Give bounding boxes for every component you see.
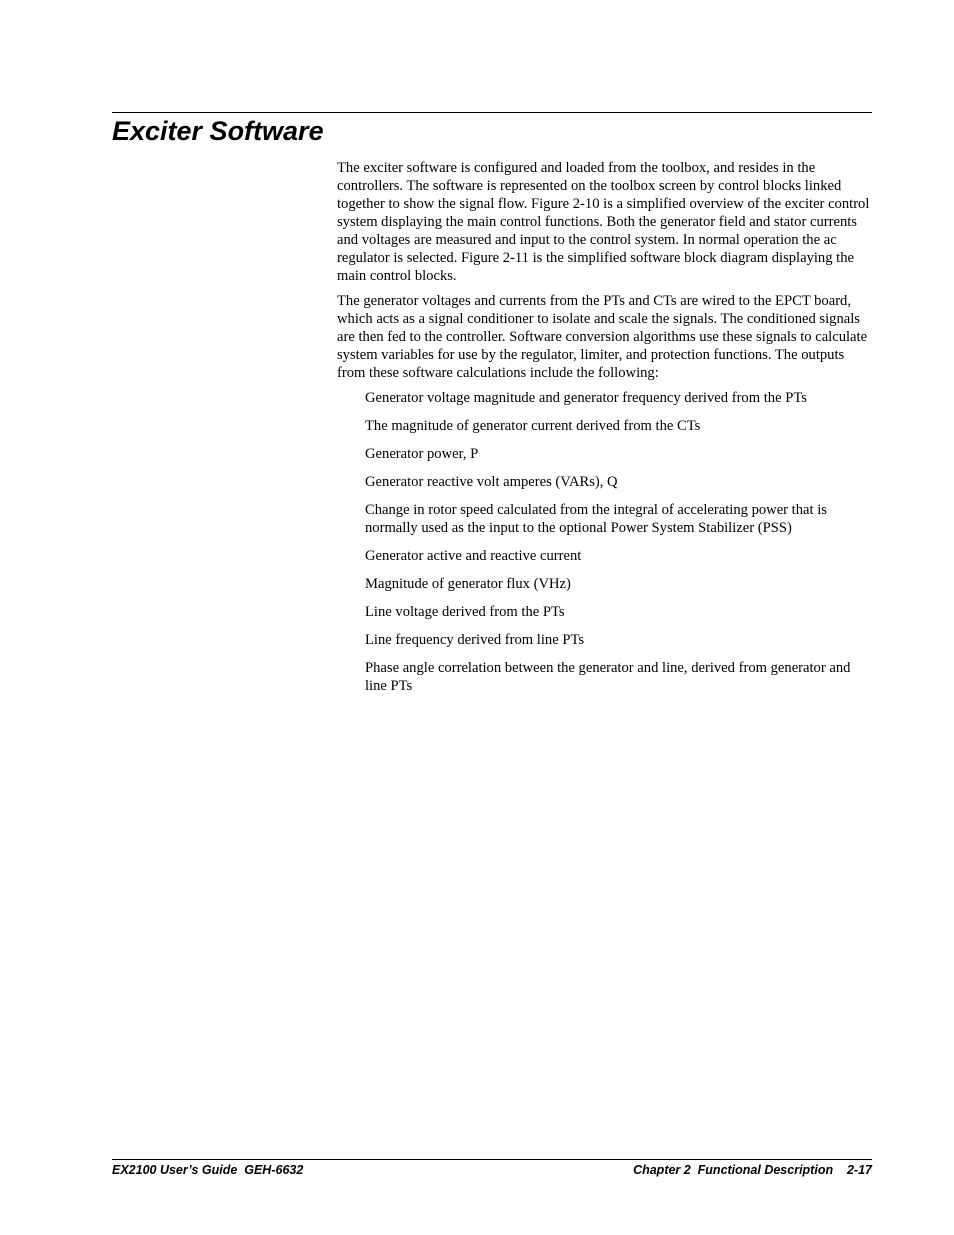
list-item: Magnitude of generator flux (VHz) [365,576,571,592]
list-item: Generator voltage magnitude and generator frequency derived from the PTs [365,390,807,406]
footer-chapter-page: Chapter 2 Functional Description 2-17 [633,1163,872,1177]
outputs-list [337,389,872,695]
list-item: Generator power, P [365,446,479,462]
list-item: Change in rotor speed calculated from the integral of accelerating power that is normally used as the input to the optional Power System Stabilizer (PSS) [365,502,827,536]
list-item: The magnitude of generator current derived from the CTs [365,418,701,434]
body-column [337,159,872,705]
footer-rule [112,1159,872,1160]
list-item: Generator active and reactive current [365,548,582,564]
list-item: Line voltage derived from the PTs [365,604,565,620]
section-title: Exciter Software [112,116,324,146]
list-item: Phase angle correlation between the generator and line, derived from generator and line PTs [365,660,851,694]
footer-document-title: EX2100 User’s Guide GEH-6632 [112,1163,304,1177]
header-rule [112,112,872,113]
list-item: Line frequency derived from line PTs [365,632,585,648]
list-item: Generator reactive volt amperes (VARs), Q [365,474,618,490]
body-paragraph: The generator voltages and currents from the PTs and CTs are wired to the EPCT board, which acts as a signal conditioner to isolate and scale the signals. The conditioned signals are then fed to the controller. Software conversion algorithms use these signals to calculate system variables for use by the regulator, limiter, and protection functions. The outputs from these software calculations include the following: [337,293,868,381]
body-paragraph: The exciter software is configured and loaded from the toolbox, and resides in the controllers. The software is represented on the toolbox screen by control blocks linked together to show the signal flow. Figure 2-10 is a simplified overview of the exciter control system displaying the main control functions. Both the generator field and stator currents and voltages are measured and input to the control system. In normal operation the ac regulator is selected. Figure 2-11 is the simplified software block diagram displaying the main control blocks. [337,160,870,284]
